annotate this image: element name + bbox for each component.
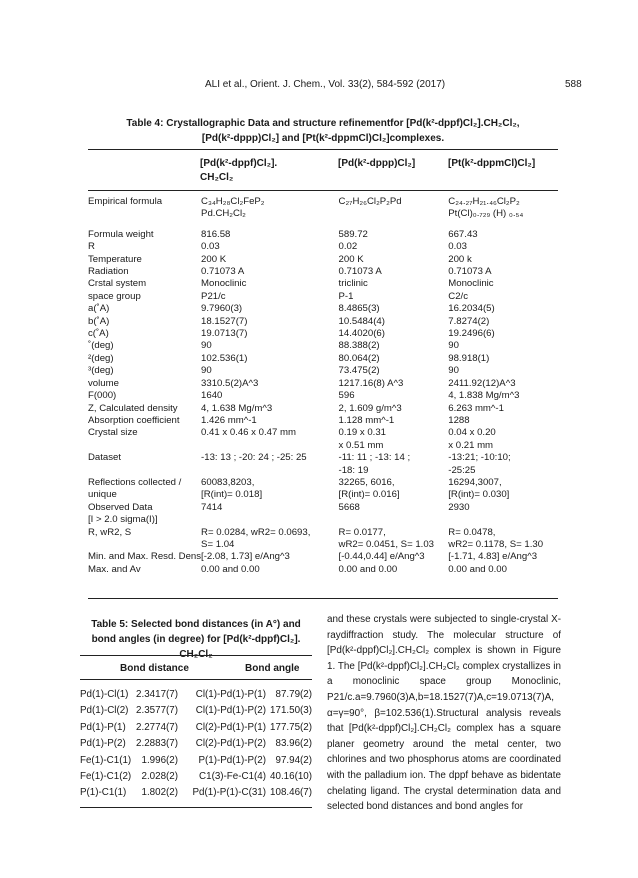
table-cell: P(1)-Pd(1)-P(2) bbox=[198, 754, 266, 766]
table-cell: -13:21; -10:10; bbox=[448, 452, 511, 464]
table-cell: Empirical formula bbox=[88, 196, 163, 207]
table-cell: [R(int)= 0.016] bbox=[338, 489, 400, 501]
table-cell bbox=[339, 514, 449, 526]
table-cell: 98.918(1) bbox=[448, 352, 490, 364]
journal-citation: ALI et al., Orient. J. Chem., Vol. 33(2), 584-592 (2017) bbox=[205, 79, 446, 90]
table-cell: P21/c bbox=[201, 290, 226, 302]
table-cell: 2411.92(12)A^3 bbox=[448, 377, 516, 389]
spacer-cell bbox=[88, 221, 558, 229]
table-cell: x 0.51 mm bbox=[338, 439, 384, 451]
table-row bbox=[88, 303, 558, 315]
table-cell: 2.028(2) bbox=[141, 771, 178, 783]
table-row bbox=[88, 477, 558, 489]
table-cell bbox=[88, 539, 201, 551]
table4-caption-line2: [Pd(k²-dppp)Cl₂] and [Pt(k²-dppmCl)Cl₂]complexes. bbox=[201, 133, 445, 144]
table-row bbox=[88, 415, 558, 427]
table-cell: C2/c bbox=[448, 290, 468, 302]
table4-caption bbox=[88, 116, 558, 146]
table-cell: R, wR2, S bbox=[88, 526, 132, 538]
table-cell: 200 K bbox=[201, 253, 227, 265]
table-cell: Pd(1)-Cl(1) bbox=[80, 689, 129, 700]
table-row bbox=[88, 365, 558, 377]
table-cell bbox=[88, 208, 201, 220]
table-row bbox=[88, 353, 558, 365]
table5-caption-line1: Table 5: Selected bond distances (in A°) and bbox=[91, 619, 301, 630]
table-row bbox=[80, 736, 312, 752]
table-cell: [-2.08, 1.73] e/Ang^3 bbox=[201, 551, 290, 563]
table-row bbox=[88, 328, 558, 340]
table-cell: Formula weight bbox=[88, 228, 154, 240]
table-cell: Cl(2)-Pd(1)-P(2) bbox=[195, 738, 266, 750]
table-cell: 200 k bbox=[448, 253, 472, 265]
table-cell: 80.064(2) bbox=[338, 352, 380, 364]
table-cell: 0.41 x 0.46 x 0.47 mm bbox=[201, 427, 296, 439]
table-cell: 0.04 x 0.20 bbox=[448, 427, 496, 439]
table-row bbox=[88, 514, 558, 526]
table-cell: C1(3)-Fe-C1(4) bbox=[199, 771, 266, 783]
table4-top-rule bbox=[88, 149, 558, 150]
table-cell: 1.128 mm^-1 bbox=[338, 414, 395, 426]
bond-distance-header: Bond distance bbox=[120, 663, 189, 674]
bond-angle-header: Bond angle bbox=[245, 663, 300, 674]
table-cell: Cl(1)-Pd(1)-P(1) bbox=[195, 689, 266, 700]
table-cell: [-1.71, 4.83] e/Ang^3 bbox=[448, 551, 538, 563]
table-cell: 88.388(2) bbox=[338, 340, 380, 352]
table-cell: 90 bbox=[448, 365, 459, 377]
table-cell: 18.1527(7) bbox=[201, 315, 248, 327]
table-cell: -18: 19 bbox=[338, 464, 369, 476]
table-cell: -13: 13 ; -20: 24 ; -25: 25 bbox=[201, 452, 307, 464]
table-row bbox=[88, 452, 558, 464]
table-cell: C₃₄H₂₈Cl₂FeP₂ bbox=[201, 196, 265, 207]
table-row bbox=[88, 390, 558, 402]
table-cell: 7414 bbox=[201, 501, 223, 513]
table-row bbox=[88, 527, 558, 539]
table-cell: Cl(1)-Pd(1)-P(2) bbox=[195, 705, 266, 717]
table-cell: 0.71073 A bbox=[448, 266, 492, 278]
table-cell: F(000) bbox=[88, 390, 117, 402]
table-cell: Observed Data bbox=[88, 501, 153, 513]
table-row bbox=[88, 241, 558, 253]
table-cell: 177.75(2) bbox=[270, 721, 312, 733]
table-cell: a(˚A) bbox=[88, 303, 110, 315]
table5-bottom-rule bbox=[80, 807, 312, 808]
table-cell: unique bbox=[88, 489, 117, 501]
table-cell: 60083,8203, bbox=[201, 476, 255, 488]
table-cell: 14.4020(6) bbox=[338, 328, 385, 340]
table-cell: 83.96(2) bbox=[275, 738, 312, 750]
table-cell: 171.50(3) bbox=[270, 705, 312, 717]
table-cell: Monoclinic bbox=[448, 278, 494, 290]
table-cell: triclinic bbox=[338, 278, 368, 290]
table-row bbox=[88, 229, 558, 241]
table-cell bbox=[201, 465, 338, 477]
table-cell: 2.2883(7) bbox=[136, 738, 178, 750]
table-row bbox=[88, 465, 558, 477]
table-cell: Absorption coefficient bbox=[88, 414, 180, 426]
table-cell: [R(int)= 0.030] bbox=[448, 489, 510, 501]
table-cell: Pd(1)-Cl(2) bbox=[80, 705, 129, 717]
table-cell: 108.46(7) bbox=[270, 787, 312, 799]
table-cell: 90 bbox=[201, 340, 212, 352]
table-cell: Fe(1)-C1(2) bbox=[80, 771, 132, 783]
table4-col-header-1 bbox=[200, 157, 277, 185]
table4-bottom-rule bbox=[88, 598, 558, 599]
table-row bbox=[80, 703, 312, 719]
table-cell: R= 0.0478, bbox=[448, 526, 496, 538]
table-cell: R bbox=[88, 241, 95, 253]
table-cell: x 0.21 mm bbox=[448, 439, 494, 451]
table-row bbox=[80, 753, 312, 769]
table-cell: Pd(1)-P(1) bbox=[80, 721, 126, 733]
table-cell: 102.536(1) bbox=[201, 352, 248, 364]
table-cell: 0.03 bbox=[201, 241, 220, 253]
table-row bbox=[88, 427, 558, 439]
table-cell: 0.71073 A bbox=[338, 266, 382, 278]
table-cell: 40.16(10) bbox=[270, 771, 312, 783]
table-cell: wR2= 0.1178, S= 1.30 bbox=[448, 538, 544, 550]
table-cell: 7.8274(2) bbox=[448, 315, 490, 327]
table-cell: C₂₄.₂₇H₂₁.₄₆Cl₂P₂ bbox=[448, 196, 520, 207]
table4-caption-line1: Table 4: Crystallographic Data and structure refinementfor [Pd(k²-dppf)Cl₂].CH₂Cl₂, bbox=[126, 118, 520, 129]
table-cell: 589.72 bbox=[338, 228, 368, 240]
table-cell bbox=[201, 440, 338, 452]
table-cell: Pd.CH₂Cl₂ bbox=[201, 208, 246, 220]
table5-caption-line3: CH₂Cl₂ bbox=[179, 649, 213, 660]
table-row bbox=[80, 720, 312, 736]
table5-header-rule bbox=[80, 679, 312, 680]
table-row bbox=[88, 489, 558, 501]
table-row bbox=[80, 785, 312, 801]
table-cell: 1.802(2) bbox=[141, 787, 178, 799]
table-cell: 0.00 and 0.00 bbox=[338, 563, 398, 575]
table-row bbox=[88, 278, 558, 290]
table-cell: -25:25 bbox=[448, 464, 476, 476]
row-spacer bbox=[88, 221, 558, 229]
table-cell: 596 bbox=[338, 390, 355, 402]
table-cell: Min. and Max. Resd. Dens bbox=[88, 551, 202, 563]
table-cell: 4, 1.638 Mg/m^3 bbox=[201, 402, 273, 414]
table-cell: 2, 1.609 g/m^3 bbox=[338, 402, 402, 414]
crystallographic-data-table bbox=[88, 196, 558, 576]
table-cell: 0.02 bbox=[338, 241, 358, 253]
table-cell: 10.5484(4) bbox=[338, 315, 385, 327]
table-cell: 90 bbox=[201, 365, 212, 377]
col-header-line: [Pd(k²-dppp)Cl₂] bbox=[338, 158, 416, 169]
table-cell: Z, Calculated density bbox=[88, 402, 178, 414]
table-cell: space group bbox=[88, 290, 141, 302]
table-row bbox=[88, 316, 558, 328]
table-row bbox=[88, 564, 558, 576]
table5-caption-line2: bond angles (in degree) for [Pd(k²-dppf)Cl₂]. bbox=[91, 634, 301, 645]
table-cell: ³(deg) bbox=[88, 365, 114, 377]
table-cell: 1217.16(8) A^3 bbox=[338, 377, 404, 389]
table4-header-rule bbox=[88, 190, 558, 191]
table4-col-header-2 bbox=[338, 157, 415, 171]
table-row bbox=[80, 769, 312, 785]
table-row bbox=[80, 687, 312, 703]
table-cell: 1.426 mm^-1 bbox=[201, 414, 257, 426]
table-cell: 0.00 and 0.00 bbox=[201, 563, 260, 575]
table-cell: ²(deg) bbox=[88, 352, 114, 364]
table-row bbox=[88, 208, 558, 220]
table-row bbox=[88, 266, 558, 278]
table-row bbox=[88, 539, 558, 551]
table-cell: 19.2496(6) bbox=[448, 328, 495, 340]
table-row bbox=[88, 340, 558, 352]
table-cell: Reflections collected / bbox=[88, 476, 182, 488]
table-row bbox=[88, 403, 558, 415]
table-cell: 8.4865(3) bbox=[338, 303, 380, 315]
table-row bbox=[88, 440, 558, 452]
table5-top-rule bbox=[80, 655, 312, 656]
table-cell: Max. and Av bbox=[88, 563, 141, 575]
table-cell: Crystal size bbox=[88, 427, 138, 439]
table-cell: b(˚A) bbox=[88, 315, 110, 327]
table-cell: 4, 1.838 Mg/m^3 bbox=[448, 390, 520, 402]
table-cell: Pt(Cl)₀.₇₂₉ (H) ₀.₅₄ bbox=[448, 208, 524, 220]
table-cell bbox=[88, 440, 201, 452]
table-cell: 73.475(2) bbox=[338, 365, 380, 377]
col-header-line: [Pd(k²-dppf)Cl₂]. bbox=[200, 158, 278, 169]
table-cell: Pd(1)-P(1)-C(31) bbox=[192, 787, 266, 799]
table-cell: P-1 bbox=[338, 290, 354, 302]
table-cell: 1288 bbox=[448, 414, 470, 426]
table-cell: 16.2034(5) bbox=[448, 303, 495, 315]
table-cell: ˚(deg) bbox=[88, 340, 114, 352]
table-cell: [-0.44,0.44] e/Ang^3 bbox=[338, 551, 425, 563]
table-cell: 19.0713(7) bbox=[201, 328, 248, 340]
table-cell bbox=[448, 514, 558, 526]
table-row bbox=[88, 291, 558, 303]
col-header-line: CH₂Cl₂ bbox=[200, 172, 234, 183]
table-cell: 0.71073 A bbox=[201, 266, 245, 278]
table-cell: 200 K bbox=[338, 253, 364, 265]
table-cell: 87.79(2) bbox=[275, 689, 312, 700]
table-cell: 1640 bbox=[201, 390, 223, 402]
table-cell: 0.19 x 0.31 bbox=[338, 427, 387, 439]
table-cell: [R(int)= 0.018] bbox=[201, 489, 263, 501]
table-cell: Crstal system bbox=[88, 278, 147, 290]
table-cell: 1.996(2) bbox=[141, 754, 178, 766]
table-cell: 0.03 bbox=[448, 241, 467, 253]
table-cell: 3310.5(2)A^3 bbox=[201, 377, 259, 389]
table-cell: volume bbox=[88, 377, 119, 389]
table-cell bbox=[339, 208, 449, 220]
table-row bbox=[88, 254, 558, 266]
table-cell: Monoclinic bbox=[201, 278, 247, 290]
table-cell: 9.7960(3) bbox=[201, 303, 243, 315]
table-cell: [I > 2.0 sigma(I)] bbox=[88, 514, 158, 526]
col-header-line: [Pt(k²-dppmCl)Cl₂] bbox=[448, 158, 536, 169]
table-cell: C₂₇H₂₆Cl₂P₂Pd bbox=[338, 196, 402, 207]
table-cell: R= 0.0177, bbox=[338, 526, 386, 538]
table-cell: 2.3417(7) bbox=[136, 689, 178, 700]
table-cell: Cl(2)-Pd(1)-P(1) bbox=[195, 721, 266, 733]
table-cell: 97.94(2) bbox=[275, 754, 312, 766]
table-cell: 0.00 and 0.00 bbox=[448, 563, 507, 575]
table-cell: Dataset bbox=[88, 452, 122, 464]
table-row bbox=[88, 551, 558, 563]
table-cell: 90 bbox=[448, 340, 459, 352]
table-cell: R= 0.0284, wR2= 0.0693, bbox=[201, 526, 311, 538]
table-row bbox=[88, 196, 558, 208]
table-cell: wR2= 0.0451, S= 1.03 bbox=[338, 538, 435, 550]
table-cell: -11: 11 ; -13: 14 ; bbox=[338, 452, 411, 464]
body-paragraph: and these crystals were subjected to single-crystal X-raydiffraction study. The molecular structure of [Pd(k²-dppf)Cl₂].CH₂Cl₂ complex is shown in Figure 1. The [Pd(k²-dppf)Cl₂].CH₂Cl₂ complex crystallizes in a monoclinic space group Monoclinic, P21/c.a=9.7960(3)A,b=18.1527(7)A,c=19.0713(7)A, α=γ=90°, β=102.536(1).Structural analysis reveals that [Pd(k²-dppf)Cl₂].CH₂Cl₂ complex has a square planer geometry around the metal center, two chlorines and two phosphorus atoms are coordinated with the palladium ion. The dppf behave as bidentate chelating ligand. The crystal determination data and selected bond distances and bond angles for bbox=[327, 614, 561, 813]
table-cell: S= 1.04 bbox=[201, 538, 235, 550]
table-cell: 667.43 bbox=[448, 228, 478, 240]
table-cell bbox=[88, 465, 201, 477]
table-cell: Pd(1)-P(2) bbox=[80, 738, 126, 750]
page-number: 588 bbox=[565, 79, 582, 90]
table-row bbox=[88, 378, 558, 390]
table-cell: Radiation bbox=[88, 266, 129, 278]
table-cell: Temperature bbox=[88, 253, 142, 265]
table-cell: 2.2774(7) bbox=[136, 721, 178, 733]
table-cell: 16294,3007, bbox=[448, 476, 502, 488]
table-row bbox=[88, 502, 558, 514]
table4-col-header-3 bbox=[448, 157, 535, 171]
table-cell bbox=[201, 514, 338, 526]
table-cell: P(1)-C1(1) bbox=[80, 787, 127, 799]
table-cell: 816.58 bbox=[201, 228, 231, 240]
table-cell: 5668 bbox=[338, 501, 360, 513]
table-cell: c(˚A) bbox=[88, 328, 109, 340]
table-cell: Fe(1)-C1(1) bbox=[80, 754, 132, 766]
bond-geometry-table bbox=[80, 687, 312, 802]
table-cell: 6.263 mm^-1 bbox=[448, 402, 504, 414]
table-cell: 32265, 6016, bbox=[338, 476, 395, 488]
table-cell: 2930 bbox=[448, 501, 470, 513]
table-cell: 2.3577(7) bbox=[136, 705, 178, 717]
